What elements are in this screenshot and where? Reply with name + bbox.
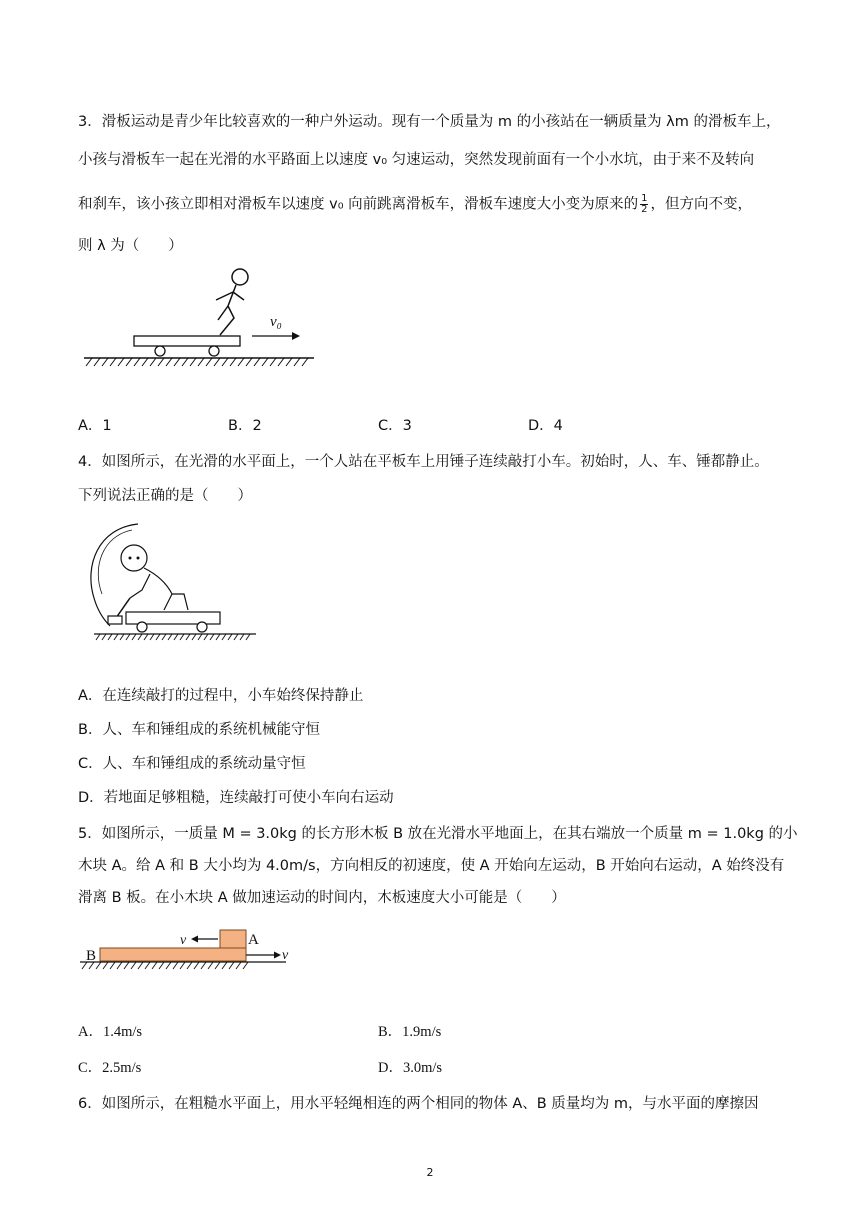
board-block-figure [78, 922, 298, 976]
q5-option-c[interactable]: C．2.5m/s [78, 1060, 142, 1076]
q3-line-3-a: 和刹车，该小孩立即相对滑板车以速度 v₀ 向前跳离滑板车，滑板车速度大小变为原来的 [78, 196, 639, 213]
q4-line-1: 4．如图所示，在光滑的水平面上，一个人站在平板车上用锤子连续敲打小车。初始时，人、车、锤都静止。 [78, 454, 769, 470]
q3-line-4: 则 λ 为（ ） [78, 238, 183, 254]
board-velocity-label: v [282, 948, 289, 963]
page-number: 2 [426, 1166, 434, 1179]
hammer-cart-figure [80, 514, 260, 644]
q3-line-1: 3．滑板运动是青少年比较喜欢的一种户外运动。现有一个质量为 m 的小孩站在一辆质量为 λm 的滑板车上， [78, 114, 781, 130]
q3-option-a[interactable]: A．1 [78, 418, 112, 434]
q4-line-2: 下列说法正确的是（ ） [78, 488, 252, 504]
q5-line-2: 木块 A。给 A 和 B 大小均为 4.0m/s，方向相反的初速度，使 A 开始向左运动，B 开始向右运动，A 始终没有 [78, 858, 785, 874]
velocity-label: v₀ [270, 314, 282, 330]
q4-option-d[interactable]: D．若地面足够粗糙，连续敲打可使小车向右运动 [78, 790, 394, 806]
block-a-label: A [248, 932, 259, 948]
q5-option-a[interactable]: A．1.4m/s [78, 1024, 143, 1040]
q4-option-c[interactable]: C．人、车和锤组成的系统动量守恒 [78, 756, 306, 772]
q5-option-b[interactable]: B．1.9m/s [378, 1024, 442, 1040]
block-velocity-label: v [180, 933, 187, 948]
q4-option-a[interactable]: A．在连续敲打的过程中，小车始终保持静止 [78, 688, 364, 704]
board-b-label: B [86, 948, 97, 964]
q3-option-c[interactable]: C．3 [378, 418, 412, 434]
q5-line-1: 5．如图所示，一质量 M = 3.0kg 的长方形木板 B 放在光滑水平地面上，在其右端放一个质量 m = 1.0kg 的小 [78, 826, 798, 842]
q3-line-2: 小孩与滑板车一起在光滑的水平路面上以速度 v₀ 匀速运动，突然发现前面有一个小水坑，由于来不及转向 [78, 152, 755, 168]
q3-fraction: $\frac{1}{2}$ [641, 193, 648, 215]
q3-option-b[interactable]: B．2 [228, 418, 262, 434]
q5-line-3: 滑离 B 板。在小木块 A 做加速运动的时间内，木板速度大小可能是（ ） [78, 890, 566, 906]
q4-option-b[interactable]: B．人、车和锤组成的系统机械能守恒 [78, 722, 320, 738]
q3-line-3 [78, 194, 752, 215]
q3-option-d[interactable]: D．4 [528, 418, 563, 434]
q3-line-3-b: ，但方向不变， [650, 196, 752, 213]
skateboard-figure [78, 262, 318, 370]
q6-line-1: 6．如图所示，在粗糙水平面上，用水平轻绳相连的两个相同的物体 A、B 质量均为 m，与水平面的摩擦因 [78, 1096, 759, 1112]
q5-option-d[interactable]: D．3.0m/s [378, 1060, 443, 1076]
